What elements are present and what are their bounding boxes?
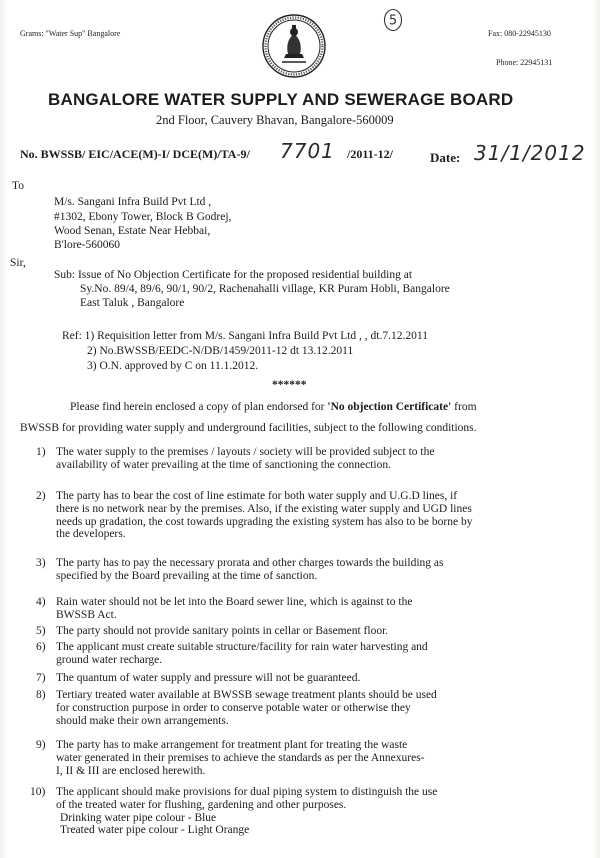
bwssb-emblem-icon (262, 14, 326, 78)
condition-text-line: water generated in their premises to achieve the standards as per the Annexures- (56, 751, 425, 764)
circled-number-annotation-icon (383, 8, 403, 32)
condition-text-line: for construction purpose in order to conserve potable water or otherwise they (56, 701, 411, 714)
reference-line: 2) No.BWSSB/EEDC-N/DB/1459/2011-12 dt 13.12.2011 (87, 345, 354, 357)
condition-text-line: of the treated water for flushing, gardening and other purposes. (56, 798, 347, 811)
fax-text: Fax: 080-22945130 (488, 29, 551, 38)
reference-line: Ref: 1) Requisition letter from M/s. Sangani Infra Build Pvt Ltd , , dt.7.12.2011 (62, 330, 428, 342)
condition-text-line: should make their own arrangements. (56, 714, 229, 727)
separator: ****** (272, 379, 307, 391)
condition-text-line: Rain water should not be let into the Board sewer line, which is against to the (56, 596, 413, 608)
condition-number: 4) (36, 596, 46, 608)
condition-number: 8) (36, 689, 46, 701)
reference-prefix: No. BWSSB/ EIC/ACE(M)-I/ DCE(M)/TA-9/ (20, 147, 250, 161)
intro-line-1: Please find herein enclosed a copy of plan endorsed for 'No objection Certificate' from (70, 401, 477, 413)
condition-text-line: Tertiary treated water available at BWSSB sewage treatment plants should be used (56, 689, 437, 701)
condition-number: 9) (36, 739, 46, 751)
condition-text-line: the developers. (56, 528, 126, 541)
recipient-line: B'lore-560060 (54, 239, 120, 251)
date-handwritten: 31/1/2012 (474, 141, 586, 165)
condition-number: 2) (36, 490, 46, 502)
condition-text-line: ground water recharge. (56, 653, 163, 666)
to-label: To (12, 180, 24, 192)
condition-text-line: The party has to make arrangement for treatment plant for treating the waste (56, 739, 408, 751)
condition-text-line: availability of water prevailing at the time of sanctioning the connection. (56, 458, 391, 471)
condition-text-line: Treated water pipe colour - Light Orange (60, 824, 250, 837)
condition-number: 5) (36, 625, 46, 637)
condition-number: 6) (36, 641, 46, 653)
recipient-line: Wood Senan, Estate Near Hebbai, (54, 225, 211, 237)
date-label: Date: (430, 150, 461, 165)
condition-text-line: specified by the Board prevailing at the time of sanction. (56, 569, 318, 582)
condition-text-line: The party has to pay the necessary prorata and other charges towards the building as (56, 557, 444, 569)
recipient-line: M/s. Sangani Infra Build Pvt Ltd , (54, 196, 212, 208)
condition-number: 1) (36, 446, 46, 458)
grams-text: Grams: "Water Sup" Bangalore (20, 29, 121, 38)
condition-text-line: The party should not provide sanitary points in cellar or Basement floor. (56, 625, 389, 637)
reference-year: /2011-12/ (347, 147, 394, 161)
subject-line: East Taluk , Bangalore (80, 297, 185, 309)
reference-line: 3) O.N. approved by C on 11.1.2012. (87, 360, 259, 372)
condition-text-line: I, II & III are enclosed herewith. (56, 764, 206, 777)
subject-line: Sub: Issue of No Objection Certificate for the proposed residential building at (54, 269, 413, 281)
condition-number: 3) (36, 557, 46, 569)
condition-text-line: The quantum of water supply and pressure will not be guaranteed. (56, 672, 361, 684)
phone-text: Phone: 22945131 (496, 58, 553, 67)
board-title: BANGALORE WATER SUPPLY AND SEWERAGE BOARD (48, 90, 514, 109)
condition-number: 7) (36, 672, 46, 684)
svg-text:5: 5 (388, 13, 398, 29)
condition-text-line: The water supply to the premises / layouts / society will be provided subject to the (56, 446, 435, 458)
reference-number-handwritten: 7701 (280, 139, 335, 163)
subject-line: Sy.No. 89/4, 89/6, 90/1, 90/2, Rachenahalli village, KR Puram Hobli, Bangalore (80, 283, 450, 295)
salutation: Sir, (10, 257, 26, 269)
condition-text-line: The party has to bear the cost of line estimate for both water supply and U.G.D lines, if (56, 490, 458, 502)
condition-text-line: The applicant must create suitable structure/facility for rain water harvesting and (56, 641, 428, 653)
condition-text-line: needs up gradation, the cost towards upgrading the existing system has also to be borne by (56, 515, 473, 528)
condition-text-line: The applicant should make provisions for dual piping system to distinguish the use (56, 786, 438, 798)
board-address: 2nd Floor, Cauvery Bhavan, Bangalore-560009 (156, 113, 394, 127)
condition-text-line: there is no network near by the premises. Also, if the existing water supply and UGD lines (56, 502, 472, 515)
recipient-line: #1302, Ebony Tower, Block B Godrej, (54, 211, 232, 223)
condition-number: 10) (30, 786, 46, 798)
condition-text-line: BWSSB Act. (56, 608, 117, 621)
condition-text-line: Drinking water pipe colour - Blue (60, 811, 217, 824)
intro-line-2: BWSSB for providing water supply and underground facilities, subject to the following conditions. (20, 422, 477, 434)
